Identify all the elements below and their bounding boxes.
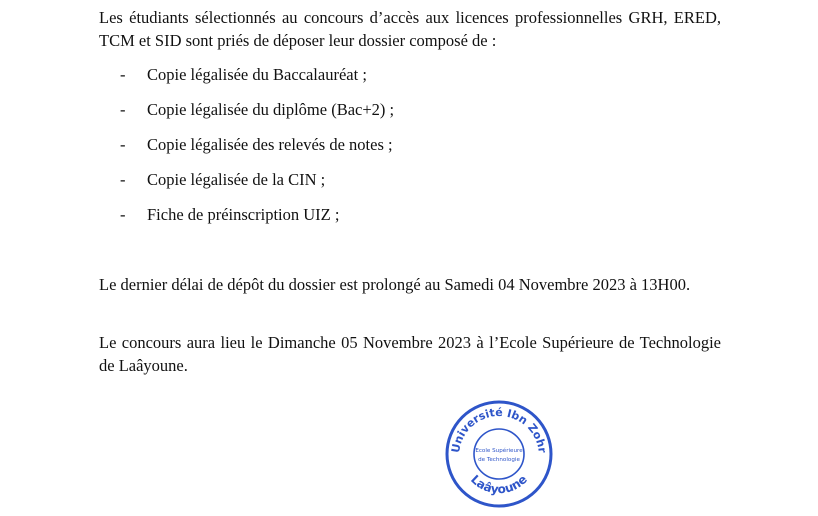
stamp-inner-line-2: de Technologie bbox=[478, 457, 520, 463]
stamp-bottom-text: Laâyoune bbox=[468, 472, 530, 497]
intro-paragraph: Les étudiants sélectionnés au concours d’accès aux licences professionnelles GRH, ERED, TCM et SID sont priés de déposer leur dossier composé de : bbox=[99, 8, 721, 50]
list-bullet: - bbox=[120, 65, 126, 84]
exam-paragraph: Le concours aura lieu le Dimanche 05 Novembre 2023 à l’Ecole Supérieure de Technologie de Laâyoune. bbox=[99, 333, 721, 375]
list-bullet: - bbox=[120, 135, 126, 154]
stamp-inner-ring bbox=[474, 429, 524, 479]
deadline-paragraph: Le dernier délai de dépôt du dossier est prolongé au Samedi 04 Novembre 2023 à 13H00. bbox=[99, 275, 691, 294]
list-item-text: Copie légalisée du Baccalauréat ; bbox=[147, 65, 367, 84]
list-item-text: Copie légalisée des relevés de notes ; bbox=[147, 135, 393, 154]
list-bullet: - bbox=[120, 205, 126, 224]
university-stamp bbox=[443, 398, 555, 510]
stamp-inner-line-1: Ecole Supérieure bbox=[475, 448, 523, 454]
stamp-top-text: Université Ibn Zohr bbox=[449, 405, 549, 454]
list-item-text: Copie légalisée du diplôme (Bac+2) ; bbox=[147, 100, 395, 119]
list-item-text: Fiche de préinscription UIZ ; bbox=[147, 205, 340, 224]
list-bullet: - bbox=[120, 170, 126, 189]
list-bullet: - bbox=[120, 100, 126, 119]
list-item-text: Copie légalisée de la CIN ; bbox=[147, 170, 326, 189]
